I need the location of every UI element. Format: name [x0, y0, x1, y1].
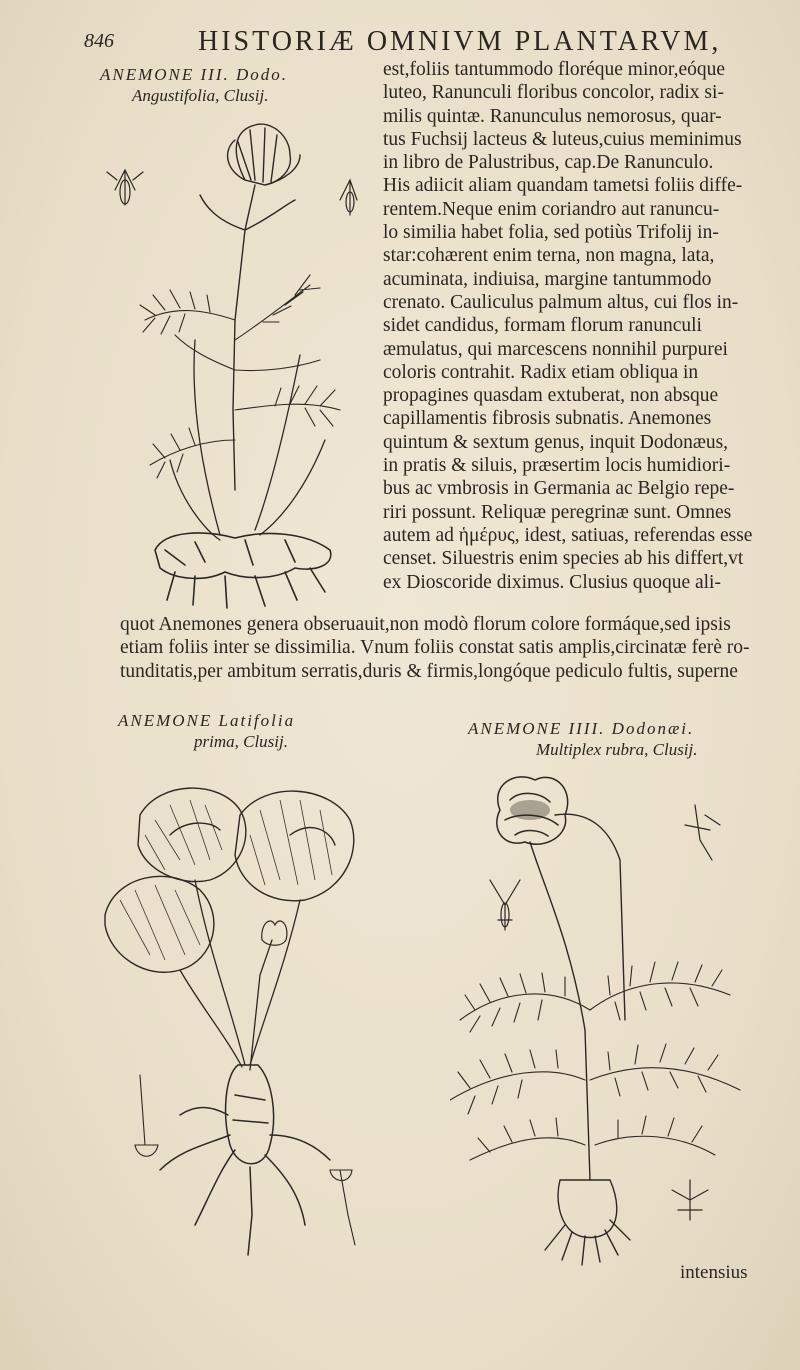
anemone-angustifolia-woodcut	[95, 110, 375, 610]
text-line: quot Anemones genera obseruauit,non modò florum colore formáque,sed ipsis	[120, 614, 731, 635]
caption-line: prima, Clusij.	[194, 732, 288, 751]
caption-anemone-iii	[100, 64, 288, 106]
text-line: sidet candidus, formam florum ranunculi	[383, 315, 702, 337]
running-title: HISTORIÆ OMNIVM PLANTARVM,	[198, 26, 722, 57]
text-line: in libro de Palustribus, cap.De Ranunculo.	[383, 152, 714, 174]
text-line: etiam foliis inter se dissimilia. Vnum foliis constat satis amplis,circinatæ ferè ro-	[120, 637, 750, 659]
text-line: capillamentis fibrosis subnatis. Anemones	[383, 408, 712, 430]
caption-anemone-iiii	[468, 718, 698, 760]
text-line: coloris contrahit. Radix etiam obliqua in	[383, 361, 699, 383]
text-line: crenato. Cauliculus palmum altus, cui flos in-	[383, 291, 739, 313]
anemone-latifolia-woodcut	[100, 775, 380, 1275]
text-line: star:cohærent enim terna, non magna, lata,	[383, 245, 715, 267]
text-line: quintum & sextum genus, inquit Dodonæus,	[383, 431, 729, 453]
caption-line: ANEMONE Latifolia	[118, 711, 296, 730]
text-line: milis quintæ. Ranunculus nemorosus, quar-	[383, 105, 722, 127]
text-line: ex Dioscoride diximus. Clusius quoque ali-	[383, 571, 721, 593]
text-line: in pratis & siluis, præsertim locis humidiori-	[383, 455, 731, 477]
text-line: luteo, Ranunculi floribus concolor, radix si-	[383, 82, 724, 104]
catchword: intensius	[680, 1262, 748, 1283]
caption-line: Multiplex rubra, Clusij.	[536, 740, 698, 759]
caption-line: Angustifolia, Clusij.	[132, 86, 269, 105]
text-line: censet. Siluestris enim species ab his differt,vt	[383, 548, 744, 570]
caption-line: ANEMONE IIII. Dodonæi.	[468, 719, 695, 738]
text-column	[383, 58, 768, 594]
text-line: autem ad ἡμέρυς, idest, satiuas, referendas esse	[383, 524, 753, 546]
text-line: lo similia habet folia, sed potiùs Trifolij in-	[383, 222, 719, 244]
text-line: His adiicit aliam quandam tametsi foliis diffe-	[383, 175, 743, 197]
text-line: tunditatis,per ambitum serratis,duris & firmis,longóque pediculo fultis, superne	[120, 660, 738, 682]
text-line: acuminata, indiuisa, margine tantummodo	[383, 268, 712, 290]
text-line: riri possunt. Reliquæ peregrinæ sunt. Omnes	[383, 501, 732, 523]
text-line: propagines quasdam extuberat, non absque	[383, 385, 719, 407]
text-line: rentem.Neque enim coriandro aut ranuncu-	[383, 198, 720, 220]
text-line: bus ac vmbrosis in Germania ac Belgio repe-	[383, 478, 735, 500]
text-line: æmulatus, qui marcescens nonnihil purpurei	[383, 338, 728, 360]
caption-line: ANEMONE III. Dodo.	[100, 65, 289, 84]
page-header	[0, 26, 800, 60]
text-full-width	[120, 613, 770, 683]
anemone-multiplex-rubra-woodcut	[450, 770, 750, 1270]
caption-anemone-latifolia	[118, 710, 295, 752]
page-number: 846	[84, 30, 114, 52]
text-line: est,foliis tantummodo floréque minor,eóque	[383, 59, 726, 80]
text-line: tus Fuchsij lacteus & luteus,cuius meminimus	[383, 128, 742, 150]
